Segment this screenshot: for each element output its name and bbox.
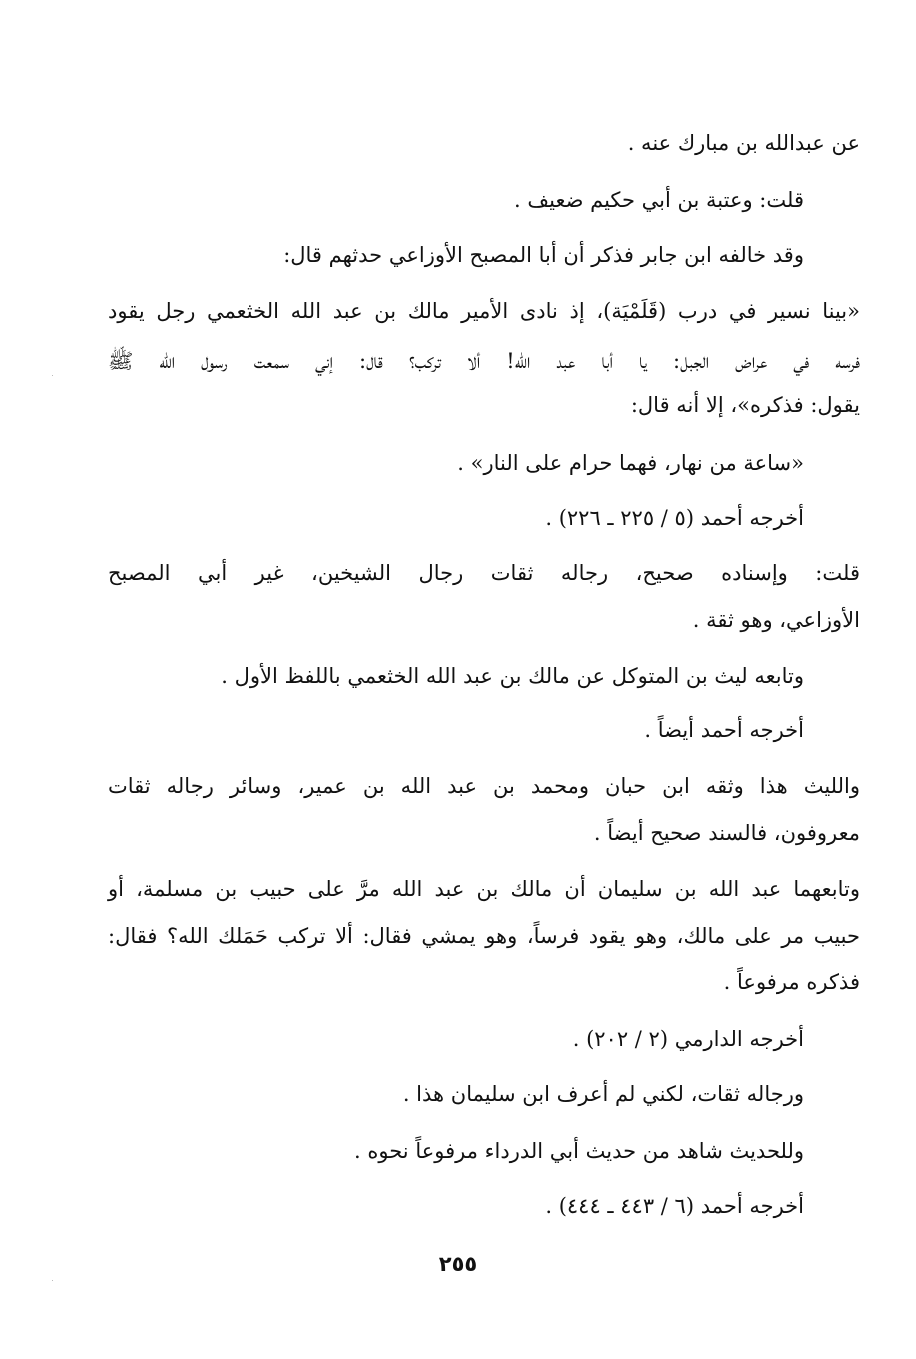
text-line: وقد خالفه ابن جابر فذكر أن أبا المصبح الأوزاعي حدثهم قال:	[283, 243, 804, 267]
text-line: والليث هذا وثقه ابن حبان ومحمد بن عبد الله بن عمير، وسائر رجاله ثقات	[108, 774, 860, 798]
text-line: أخرجه الدارمي (٢ / ٢٠٢) .	[572, 1027, 804, 1051]
text-line: الأوزاعي، وهو ثقة .	[692, 608, 860, 632]
text-line: قلت: وإسناده صحيح، رجاله ثقات رجال الشيخين، غير أبي المصبح	[108, 561, 860, 585]
text-line: أخرجه أحمد (٥ / ٢٢٥ ـ ٢٢٦) .	[545, 506, 804, 530]
text-line: وتابعه ليث بن المتوكل عن مالك بن عبد الله الخثعمي باللفظ الأول .	[221, 664, 804, 688]
text-line: فذكره مرفوعاً .	[723, 970, 860, 994]
text-line: حبيب مر على مالك، وهو يقود فرساً، وهو يمشي فقال: ألا تركب حَمَلك الله؟ فقال:	[108, 924, 860, 948]
text-line: أخرجه أحمد أيضاً .	[644, 718, 804, 742]
text-line: «بينا نسير في درب (قَلَمْيَة)، إذ نادى الأمير مالك بن عبد الله الخثعمي رجل يقود	[108, 299, 860, 323]
text-line: وللحديث شاهد من حديث أبي الدرداء مرفوعاً نحوه .	[354, 1139, 804, 1163]
text-line: أخرجه أحمد (٦ / ٤٤٣ ـ ٤٤٤) .	[545, 1194, 804, 1218]
scan-mark	[52, 375, 53, 376]
text-line: «ساعة من نهار، فهما حرام على النار» .	[457, 451, 804, 475]
text-line: وتابعهما عبد الله بن سليمان أن مالك بن عبد الله مرَّ على حبيب بن مسلمة، أو	[108, 877, 860, 901]
text-line: معروفون، فالسند صحيح أيضاً .	[593, 821, 860, 845]
text-line: قلت: وعتبة بن أبي حكيم ضعيف .	[514, 188, 804, 212]
scan-mark	[52, 1280, 53, 1281]
text-line: عن عبدالله بن مبارك عنه .	[627, 131, 860, 155]
page-number: ٢٥٥	[438, 1252, 478, 1276]
text-line: يقول: فذكره»، إلا أنه قال:	[630, 393, 860, 417]
text-line: ورجاله ثقات، لكني لم أعرف ابن سليمان هذا .	[402, 1082, 804, 1106]
text-line: فرسه في عراض الجبل: يا أبا عبد الله! ألا تركب؟ قال: إني سمعت رسول الله ﷺ	[108, 349, 860, 373]
